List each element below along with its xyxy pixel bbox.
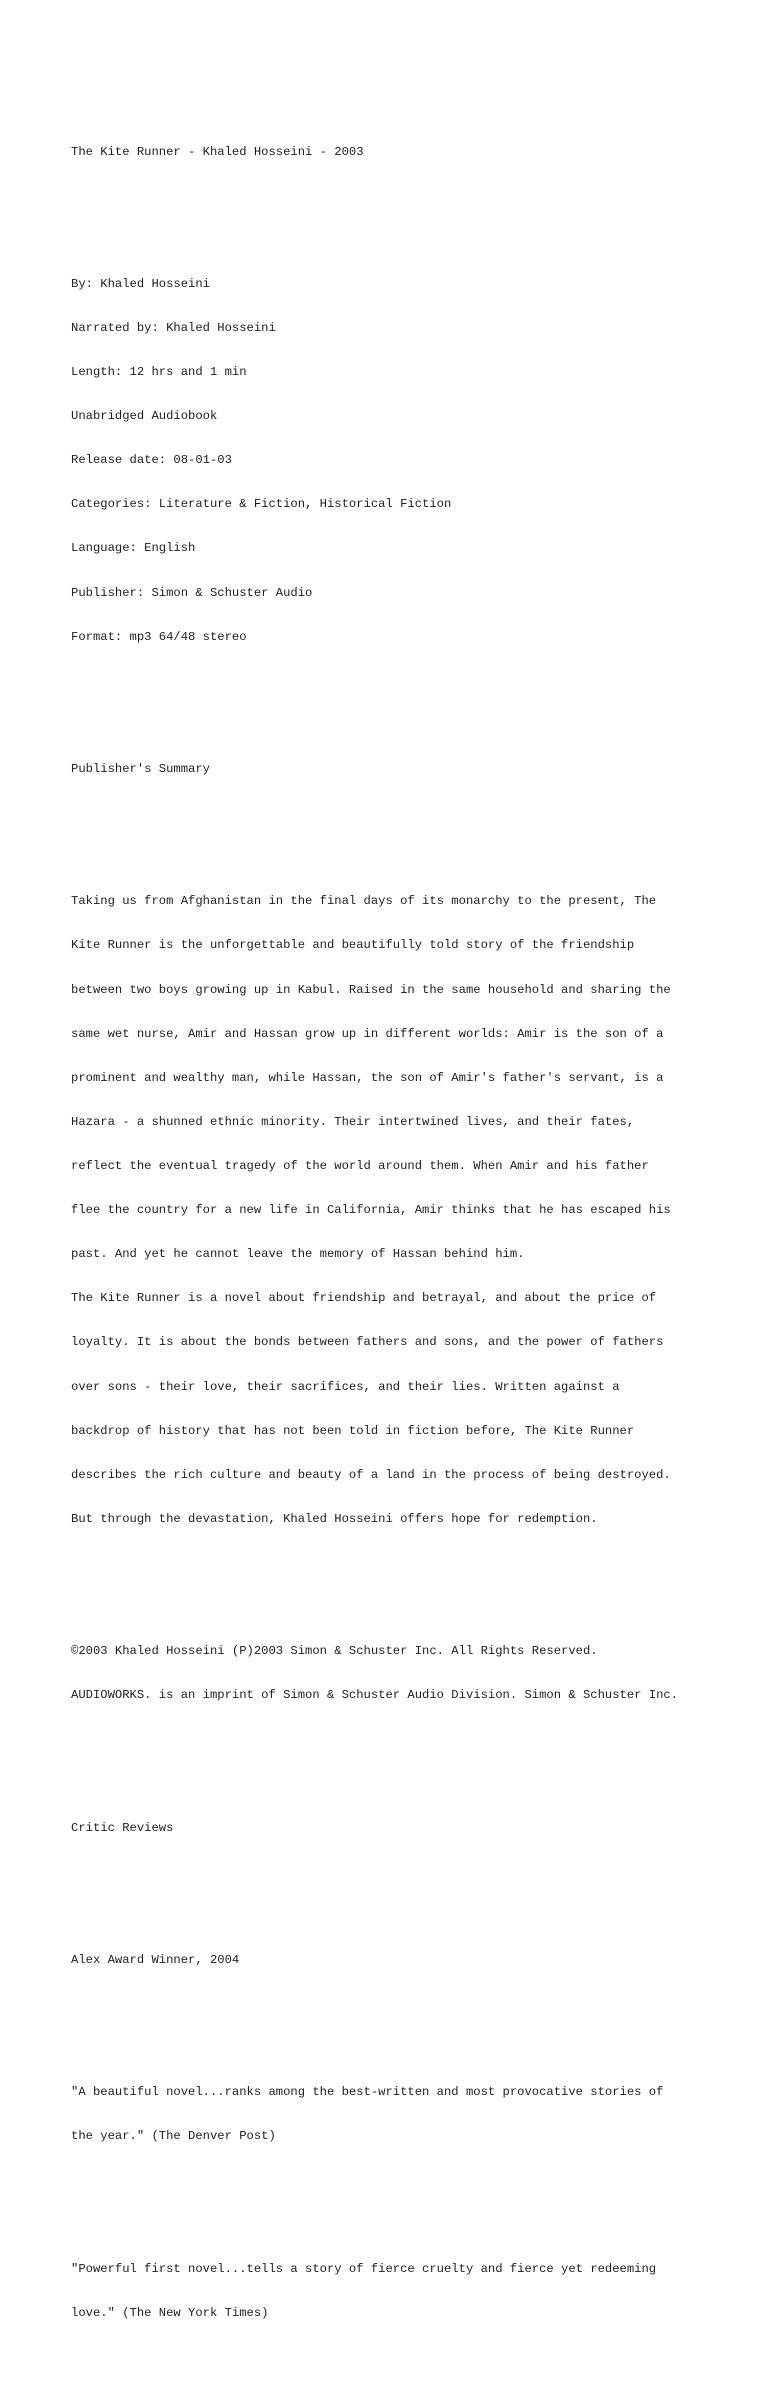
reviews-heading: Critic Reviews (71, 1820, 174, 1835)
summary-line: Hazara - a shunned ethnic minority. Their intertwined lives, and their fates, (71, 1114, 635, 1129)
detail-format-type: Unabridged Audiobook (71, 409, 218, 424)
summary-line: same wet nurse, Amir and Hassan grow up in different worlds: Amir is the son of a (71, 1026, 664, 1041)
summary-line: The Kite Runner is a novel about friendship and betrayal, and about the price of (71, 1291, 657, 1306)
summary-line: over sons - their love, their sacrifices, and their lies. Written against a (71, 1379, 620, 1394)
review-line: "Powerful first novel...tells a story of fierce cruelty and fierce yet redeeming (71, 2261, 657, 2276)
award-block (71, 1924, 721, 1998)
summary-line: Kite Runner is the unforgettable and beautifully told story of the friendship (71, 938, 635, 953)
reviews-heading-block (71, 1791, 721, 1865)
detail-language: Language: English (71, 541, 196, 556)
review-line: love." (The New York Times) (71, 2305, 269, 2320)
summary-line: flee the country for a new life in California, Amir thinks that he has escaped his (71, 1203, 671, 1218)
detail-format: Format: mp3 64/48 stereo (71, 629, 247, 644)
detail-author: By: Khaled Hosseini (71, 276, 210, 291)
award-text: Alex Award Winner, 2004 (71, 1952, 240, 1967)
summary-line: Taking us from Afghanistan in the final days of its monarchy to the present, The (71, 894, 657, 909)
summary-line: reflect the eventual tragedy of the world around them. When Amir and his father (71, 1158, 649, 1173)
detail-release-date: Release date: 08-01-03 (71, 453, 232, 468)
summary-line: loyalty. It is about the bonds between fathers and sons, and the power of fathers (71, 1335, 664, 1350)
review-line: the year." (The Denver Post) (71, 2129, 276, 2144)
summary-line: But through the devastation, Khaled Hosseini offers hope for redemption. (71, 1511, 598, 1526)
document-title: The Kite Runner - Khaled Hosseini - 2003 (71, 144, 364, 159)
summary-line: prominent and wealthy man, while Hassan, the son of Amir's father's servant, is a (71, 1070, 664, 1085)
detail-publisher: Publisher: Simon & Schuster Audio (71, 585, 313, 600)
summary-line: between two boys growing up in Kabul. Raised in the same household and sharing the (71, 982, 671, 997)
title-block (71, 115, 721, 189)
summary-heading: Publisher's Summary (71, 762, 210, 777)
detail-length: Length: 12 hrs and 1 min (71, 365, 247, 380)
document-page (71, 71, 721, 2394)
summary-line: past. And yet he cannot leave the memory of Hassan behind him. (71, 1247, 525, 1262)
copyright-line: ©2003 Khaled Hosseini (P)2003 Simon & Schuster Inc. All Rights Reserved. (71, 1644, 598, 1659)
summary-heading-block (71, 733, 721, 807)
detail-categories: Categories: Literature & Fiction, Historical Fiction (71, 497, 452, 512)
summary-line: backdrop of history that has not been told in fiction before, The Kite Runner (71, 1423, 635, 1438)
copyright-block (71, 1615, 721, 1733)
review-line: "A beautiful novel...ranks among the best-written and most provocative stories of (71, 2085, 664, 2100)
review-quote-2 (71, 2232, 721, 2350)
summary-body (71, 865, 721, 1556)
review-quote-1 (71, 2056, 721, 2174)
summary-line: describes the rich culture and beauty of a land in the process of being destroyed. (71, 1467, 671, 1482)
detail-narrator: Narrated by: Khaled Hosseini (71, 320, 276, 335)
copyright-line: AUDIOWORKS. is an imprint of Simon & Schuster Audio Division. Simon & Schuster Inc. (71, 1688, 679, 1703)
details-block (71, 247, 721, 673)
